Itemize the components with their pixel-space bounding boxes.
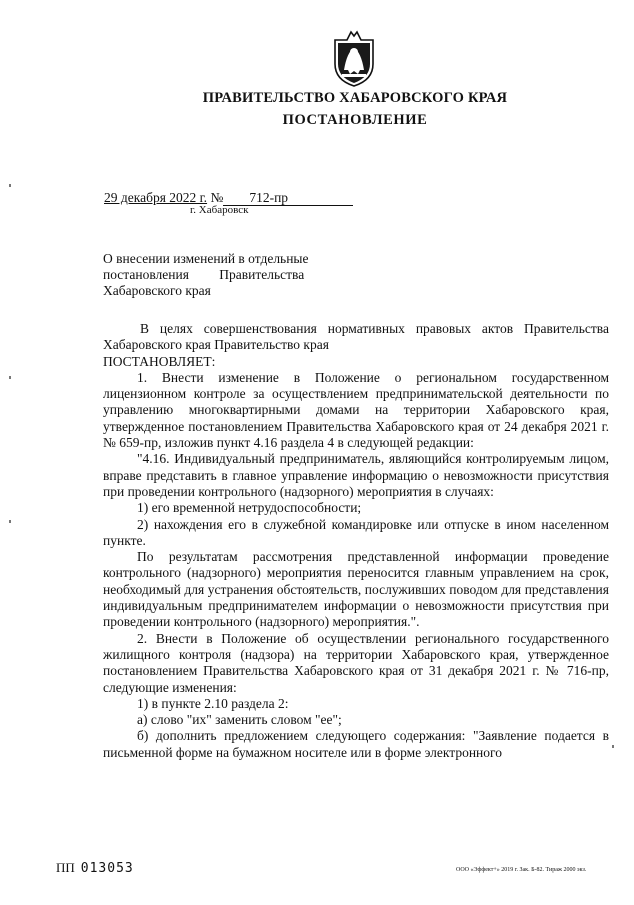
preamble-paragraph: В целях совершенствования нормативных правовых актов Правительства Хабаровского края Правительство края bbox=[103, 321, 609, 353]
case-2-paragraph: 2) нахождения его в служебной командировке или отпуске в ином населенном пункте. bbox=[103, 516, 609, 548]
printer-imprint: ООО «Эффект+» 2019 г. Зак. Б-82. Тираж 2000 экз. bbox=[456, 867, 587, 873]
item-2-paragraph: 2. Внести в Положение об осуществлении регионального государственного жилищного контроля (надзора) на территории Хабаровского края, утвержденное постановлением Правительства Хабаровского края от 31 декабря 2021 г. № 716-пр, следующие изменения: bbox=[103, 630, 609, 695]
subitem-a-paragraph: а) слово "их" заменить словом "ее"; bbox=[137, 712, 342, 728]
case-1-paragraph: 1) его временной нетрудоспособности; bbox=[137, 500, 362, 516]
scan-mark bbox=[9, 376, 11, 379]
subject-line-2: постановления Правительства bbox=[103, 267, 305, 282]
document-subject bbox=[103, 251, 335, 299]
form-prefix: ПП bbox=[56, 860, 75, 875]
form-code bbox=[56, 860, 134, 876]
document-body bbox=[103, 321, 609, 761]
document-number: 712-пр bbox=[249, 190, 289, 205]
subject-line-1: О внесении изменений в отдельные bbox=[103, 251, 309, 266]
number-label: № bbox=[210, 190, 224, 205]
scan-mark bbox=[612, 745, 614, 748]
subitem-b-paragraph: б) дополнить предложением следующего содержания: "Заявление подается в письменной форме на бумажном носителе или в форме электронного bbox=[103, 728, 609, 760]
scan-mark bbox=[9, 520, 11, 523]
government-title: ПРАВИТЕЛЬСТВО ХАБАРОВСКОГО КРАЯ bbox=[202, 90, 508, 106]
results-paragraph: По результатам рассмотрения представленной информации проведение контрольного (надзорного) мероприятия переносится главным управлением на срок, необходимый для устранения обстоятельств, послуживших поводом для представления индивидуальным предпринимателем информации о невозможности присутствия при проведении контрольного (надзорного) мероприятия.". bbox=[103, 549, 609, 630]
document-type: ПОСТАНОВЛЕНИЕ bbox=[282, 112, 428, 128]
resolves-keyword: ПОСТАНОВЛЯЕТ: bbox=[103, 353, 216, 369]
quoted-clause-4-16: "4.16. Индивидуальный предприниматель, являющийся контролируемым лицом, вправе представить в главное управление информацию о невозможности присутствия при проведении контрольного (надзорного) мероприятия в случаях: bbox=[103, 451, 609, 499]
document-date: 29 декабря 2022 г. bbox=[104, 190, 208, 205]
scan-mark bbox=[9, 184, 11, 187]
coat-of-arms-emblem bbox=[331, 30, 377, 88]
document-city: г. Хабаровск bbox=[190, 204, 249, 216]
item-1-paragraph: 1. Внести изменение в Положение о региональном государственном лицензионном контроле за осуществлением предпринимательской деятельности по управлению многоквартирными домами на территории Хабаровского края, утвержденное постановлением Правительства Хабаровского края от 24 декабря 2021 г. № 659-пр, изложив пункт 4.16 раздела 4 в следующей редакции: bbox=[103, 369, 609, 451]
form-number: 013053 bbox=[80, 861, 134, 876]
subject-line-3: Хабаровского края bbox=[103, 283, 211, 298]
subitem-1-paragraph: 1) в пункте 2.10 раздела 2: bbox=[137, 695, 289, 711]
